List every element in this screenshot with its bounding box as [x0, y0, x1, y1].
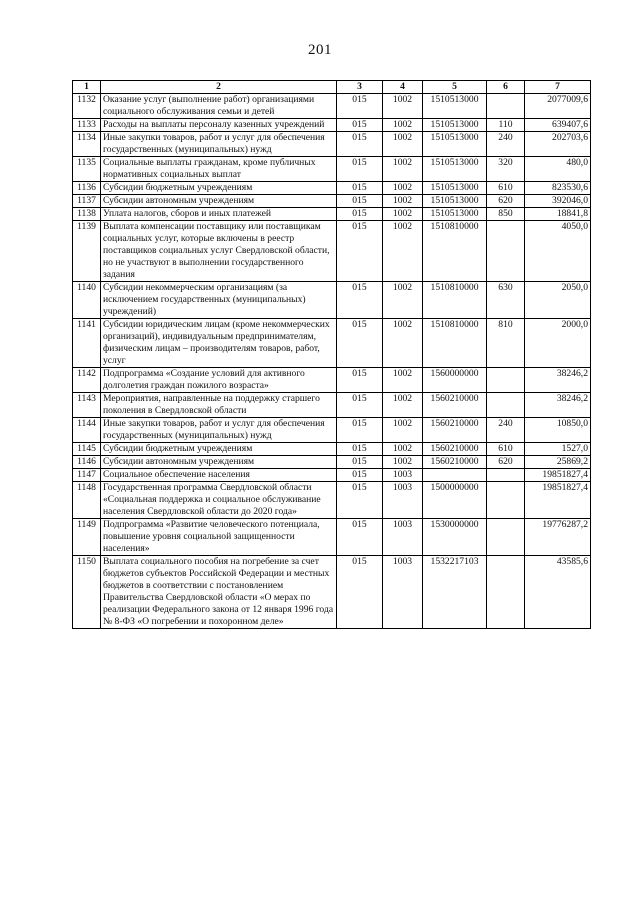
table-row [73, 94, 591, 119]
target-article-code: 1510513000 [423, 157, 487, 182]
table-row [73, 221, 591, 282]
row-number: 1140 [73, 282, 101, 319]
table-row [73, 443, 591, 456]
row-number: 1143 [73, 393, 101, 418]
expense-type-code [487, 469, 525, 482]
row-amount: 2000,0 [525, 319, 591, 368]
ministry-code: 015 [337, 94, 383, 119]
section-code: 1003 [383, 519, 423, 556]
expense-type-code: 810 [487, 319, 525, 368]
row-amount: 19851827,4 [525, 482, 591, 519]
row-number: 1148 [73, 482, 101, 519]
table-row [73, 519, 591, 556]
expense-type-code [487, 94, 525, 119]
target-article-code: 1530000000 [423, 519, 487, 556]
row-amount: 10850,0 [525, 418, 591, 443]
ministry-code: 015 [337, 157, 383, 182]
ministry-code: 015 [337, 456, 383, 469]
target-article-code: 1560210000 [423, 393, 487, 418]
section-code: 1002 [383, 282, 423, 319]
expense-type-code [487, 482, 525, 519]
row-name: Иные закупки товаров, работ и услуг для обеспечения государственных (муниципальных) нужд [101, 418, 337, 443]
table-row [73, 119, 591, 132]
row-amount: 639407,6 [525, 119, 591, 132]
target-article-code: 1500000000 [423, 482, 487, 519]
row-name: Оказание услуг (выполнение работ) организациями социального обслуживания семьи и детей [101, 94, 337, 119]
row-amount: 392046,0 [525, 195, 591, 208]
row-amount: 202703,6 [525, 132, 591, 157]
target-article-code: 1510810000 [423, 319, 487, 368]
ministry-code: 015 [337, 368, 383, 393]
ministry-code: 015 [337, 195, 383, 208]
row-name: Субсидии некоммерческим организациям (за исключением государственных (муниципальных) учреждений) [101, 282, 337, 319]
section-code: 1002 [383, 393, 423, 418]
row-amount: 19851827,4 [525, 469, 591, 482]
table-row [73, 208, 591, 221]
row-amount: 823530,6 [525, 182, 591, 195]
section-code: 1003 [383, 556, 423, 629]
expense-type-code: 850 [487, 208, 525, 221]
row-name: Субсидии юридическим лицам (кроме некоммерческих организаций), индивидуальным предпринимателям, физическим лицам – производителям товаров, работ, услуг [101, 319, 337, 368]
target-article-code: 1532217103 [423, 556, 487, 629]
row-amount: 18841,8 [525, 208, 591, 221]
table-row [73, 556, 591, 629]
expense-type-code [487, 368, 525, 393]
expense-type-code: 240 [487, 418, 525, 443]
ministry-code: 015 [337, 418, 383, 443]
row-amount: 19776287,2 [525, 519, 591, 556]
section-code: 1003 [383, 469, 423, 482]
row-name: Мероприятия, направленные на поддержку старшего поколения в Свердловской области [101, 393, 337, 418]
row-amount: 4050,0 [525, 221, 591, 282]
row-name: Государственная программа Свердловской области «Социальная поддержка и социальное обслуживание населения Свердловской области до 2020 года» [101, 482, 337, 519]
ministry-code: 015 [337, 319, 383, 368]
row-number: 1150 [73, 556, 101, 629]
row-number: 1137 [73, 195, 101, 208]
row-number: 1135 [73, 157, 101, 182]
row-name: Субсидии автономным учреждениям [101, 456, 337, 469]
table-body [73, 94, 591, 629]
row-amount: 38246,2 [525, 368, 591, 393]
section-code: 1002 [383, 182, 423, 195]
section-code: 1002 [383, 221, 423, 282]
target-article-code: 1560210000 [423, 456, 487, 469]
ministry-code: 015 [337, 221, 383, 282]
row-number: 1133 [73, 119, 101, 132]
column-header: 4 [383, 81, 423, 94]
table-row [73, 182, 591, 195]
column-header: 3 [337, 81, 383, 94]
ministry-code: 015 [337, 119, 383, 132]
section-code: 1002 [383, 132, 423, 157]
row-name: Уплата налогов, сборов и иных платежей [101, 208, 337, 221]
row-number: 1136 [73, 182, 101, 195]
row-number: 1138 [73, 208, 101, 221]
ministry-code: 015 [337, 393, 383, 418]
target-article-code: 1510513000 [423, 132, 487, 157]
target-article-code: 1560210000 [423, 418, 487, 443]
row-name: Выплата социального пособия на погребение за счет бюджетов субъектов Российской Федерации и местных бюджетов в соответствии с постановлением Правительства Свердловской области «О мерах по реализации Федерального закона от 12 января 1996 года № 8-ФЗ «О погребении и похоронном деле» [101, 556, 337, 629]
row-name: Расходы на выплаты персоналу казенных учреждений [101, 119, 337, 132]
expense-type-code [487, 519, 525, 556]
expense-type-code: 630 [487, 282, 525, 319]
ministry-code: 015 [337, 208, 383, 221]
column-header: 6 [487, 81, 525, 94]
column-header: 5 [423, 81, 487, 94]
row-number: 1134 [73, 132, 101, 157]
section-code: 1002 [383, 319, 423, 368]
row-name: Социальные выплаты гражданам, кроме публичных нормативных социальных выплат [101, 157, 337, 182]
expense-type-code [487, 556, 525, 629]
table-row [73, 482, 591, 519]
table-row [73, 282, 591, 319]
target-article-code: 1510513000 [423, 182, 487, 195]
row-number: 1141 [73, 319, 101, 368]
expense-type-code: 610 [487, 443, 525, 456]
ministry-code: 015 [337, 556, 383, 629]
ministry-code: 015 [337, 132, 383, 157]
row-name: Подпрограмма «Создание условий для активного долголетия граждан пожилого возраста» [101, 368, 337, 393]
table-row [73, 368, 591, 393]
expense-type-code: 620 [487, 195, 525, 208]
target-article-code: 1510513000 [423, 208, 487, 221]
table-row [73, 393, 591, 418]
row-number: 1142 [73, 368, 101, 393]
ministry-code: 015 [337, 182, 383, 195]
expense-type-code: 620 [487, 456, 525, 469]
expense-type-code [487, 393, 525, 418]
target-article-code: 1510810000 [423, 282, 487, 319]
target-article-code: 1560000000 [423, 368, 487, 393]
row-name: Социальное обеспечение населения [101, 469, 337, 482]
table-row [73, 157, 591, 182]
row-name: Выплата компенсации поставщику или поставщикам социальных услуг, которые включены в реестр поставщиков социальных услуг Свердловской области, но не участвуют в выполнении государственного задания [101, 221, 337, 282]
expense-type-code: 610 [487, 182, 525, 195]
row-number: 1146 [73, 456, 101, 469]
row-name: Субсидии бюджетным учреждениям [101, 182, 337, 195]
table-row [73, 195, 591, 208]
ministry-code: 015 [337, 519, 383, 556]
column-header: 7 [525, 81, 591, 94]
section-code: 1002 [383, 418, 423, 443]
ministry-code: 015 [337, 469, 383, 482]
table-row [73, 132, 591, 157]
row-number: 1132 [73, 94, 101, 119]
row-amount: 38246,2 [525, 393, 591, 418]
section-code: 1002 [383, 368, 423, 393]
row-amount: 480,0 [525, 157, 591, 182]
target-article-code: 1510513000 [423, 195, 487, 208]
row-number: 1149 [73, 519, 101, 556]
row-amount: 1527,0 [525, 443, 591, 456]
target-article-code: 1510513000 [423, 119, 487, 132]
row-name: Субсидии бюджетным учреждениям [101, 443, 337, 456]
target-article-code: 1510513000 [423, 94, 487, 119]
row-number: 1139 [73, 221, 101, 282]
row-amount: 43585,6 [525, 556, 591, 629]
row-amount: 2077009,6 [525, 94, 591, 119]
row-name: Субсидии автономным учреждениям [101, 195, 337, 208]
section-code: 1002 [383, 94, 423, 119]
row-amount: 2050,0 [525, 282, 591, 319]
table-row [73, 456, 591, 469]
expense-type-code [487, 221, 525, 282]
row-name: Подпрограмма «Развитие человеческого потенциала, повышение уровня социальной защищенности населения» [101, 519, 337, 556]
expense-type-code: 110 [487, 119, 525, 132]
section-code: 1002 [383, 119, 423, 132]
table-row [73, 418, 591, 443]
row-number: 1147 [73, 469, 101, 482]
table-row [73, 319, 591, 368]
ministry-code: 015 [337, 282, 383, 319]
budget-table [72, 80, 591, 629]
page-number: 201 [308, 42, 332, 58]
row-amount: 25869,2 [525, 456, 591, 469]
section-code: 1002 [383, 443, 423, 456]
section-code: 1002 [383, 157, 423, 182]
expense-type-code: 240 [487, 132, 525, 157]
target-article-code: 1560210000 [423, 443, 487, 456]
row-number: 1144 [73, 418, 101, 443]
target-article-code [423, 469, 487, 482]
header-row [73, 81, 591, 94]
section-code: 1003 [383, 482, 423, 519]
column-header: 1 [73, 81, 101, 94]
row-name: Иные закупки товаров, работ и услуг для обеспечения государственных (муниципальных) нужд [101, 132, 337, 157]
ministry-code: 015 [337, 443, 383, 456]
row-number: 1145 [73, 443, 101, 456]
expense-type-code: 320 [487, 157, 525, 182]
section-code: 1002 [383, 195, 423, 208]
section-code: 1002 [383, 456, 423, 469]
ministry-code: 015 [337, 482, 383, 519]
column-header: 2 [101, 81, 337, 94]
table-row [73, 469, 591, 482]
target-article-code: 1510810000 [423, 221, 487, 282]
section-code: 1002 [383, 208, 423, 221]
